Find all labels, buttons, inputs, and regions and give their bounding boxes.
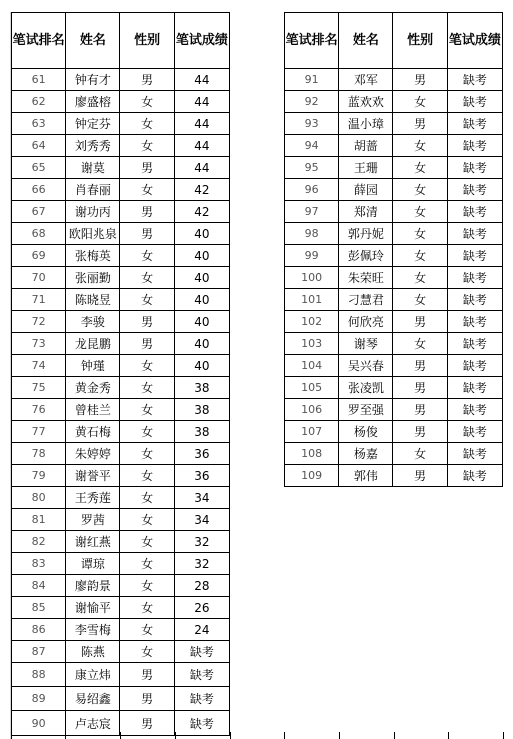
score-cell: 34	[174, 487, 229, 509]
name-cell: 张梅英	[66, 245, 120, 267]
rank-cell: 87	[12, 641, 66, 663]
score-cell: 44	[174, 113, 229, 135]
gender-cell: 男	[393, 311, 447, 333]
name-cell: 谭琼	[66, 553, 120, 575]
name-cell: 朱荣旺	[339, 267, 393, 289]
rank-cell: 63	[12, 113, 66, 135]
table-row	[285, 179, 503, 201]
score-cell: 42	[174, 179, 229, 201]
rank-cell: 61	[12, 69, 66, 91]
name-cell: 龙昆鹏	[66, 333, 120, 355]
score-cell: 缺考	[447, 333, 502, 355]
gender-cell: 女	[120, 619, 174, 641]
gender-cell: 女	[120, 641, 174, 663]
score-cell: 缺考	[447, 421, 502, 443]
name-cell: 彭佩玲	[339, 245, 393, 267]
score-cell: 32	[174, 531, 229, 553]
table-row	[12, 201, 230, 223]
table-row	[12, 687, 230, 711]
table-row	[12, 509, 230, 531]
rank-cell: 73	[12, 333, 66, 355]
table-row	[285, 333, 503, 355]
gender-cell: 女	[120, 91, 174, 113]
rank-cell: 102	[285, 311, 339, 333]
name-cell: 谢莫	[66, 157, 120, 179]
name-cell: 何欣亮	[339, 311, 393, 333]
gender-cell: 女	[120, 553, 174, 575]
score-cell: 40	[174, 311, 229, 333]
header-row	[285, 13, 503, 69]
name-cell: 曾桂兰	[66, 399, 120, 421]
table-row	[12, 91, 230, 113]
header-rank: 笔试排名	[12, 13, 66, 69]
name-cell: 杨嘉	[339, 443, 393, 465]
table-edge-stub	[503, 732, 504, 739]
gender-cell: 男	[120, 311, 174, 333]
rank-cell: 66	[12, 179, 66, 201]
score-cell: 40	[174, 333, 229, 355]
score-cell: 缺考	[447, 157, 502, 179]
name-cell: 胡蔷	[339, 135, 393, 157]
gender-cell: 女	[393, 201, 447, 223]
rank-cell: 91	[285, 69, 339, 91]
rank-cell: 62	[12, 91, 66, 113]
rank-cell: 93	[285, 113, 339, 135]
table-row	[285, 223, 503, 245]
name-cell: 吴兴春	[339, 355, 393, 377]
table-row	[12, 223, 230, 245]
rank-cell: 96	[285, 179, 339, 201]
header-row	[12, 13, 230, 69]
rank-cell: 103	[285, 333, 339, 355]
name-cell: 陈燕	[66, 641, 120, 663]
rank-cell: 81	[12, 509, 66, 531]
rank-cell: 109	[285, 465, 339, 487]
score-cell: 44	[174, 157, 229, 179]
rank-cell: 99	[285, 245, 339, 267]
gender-cell: 女	[120, 289, 174, 311]
gender-cell: 女	[120, 509, 174, 531]
score-cell: 40	[174, 245, 229, 267]
table-row	[285, 311, 503, 333]
name-cell: 卢志宸	[66, 711, 120, 736]
gender-cell: 男	[120, 663, 174, 687]
name-cell: 罗茜	[66, 509, 120, 531]
table-row	[285, 201, 503, 223]
rank-cell: 88	[12, 663, 66, 687]
name-cell: 李骏	[66, 311, 120, 333]
table-row	[285, 135, 503, 157]
name-cell: 郑清	[339, 201, 393, 223]
table-row	[12, 113, 230, 135]
table-row	[12, 157, 230, 179]
name-cell: 邓军	[339, 69, 393, 91]
score-cell: 38	[174, 421, 229, 443]
score-cell: 40	[174, 267, 229, 289]
name-cell: 谢誉平	[66, 465, 120, 487]
score-table-right	[284, 12, 503, 487]
gender-cell: 男	[120, 201, 174, 223]
gender-cell: 男	[120, 687, 174, 711]
score-cell: 缺考	[447, 465, 502, 487]
gender-cell: 女	[393, 135, 447, 157]
name-cell: 康立炜	[66, 663, 120, 687]
gender-cell: 男	[393, 399, 447, 421]
table-row	[12, 641, 230, 663]
table-row	[12, 267, 230, 289]
name-cell: 陈晓昱	[66, 289, 120, 311]
gender-cell: 女	[393, 289, 447, 311]
table-row	[12, 333, 230, 355]
score-cell: 38	[174, 399, 229, 421]
gender-cell: 女	[120, 575, 174, 597]
table-row	[12, 597, 230, 619]
gender-cell: 女	[120, 355, 174, 377]
name-cell: 刁慧君	[339, 289, 393, 311]
table-edge-stub	[11, 732, 12, 739]
score-cell: 缺考	[447, 355, 502, 377]
gender-cell: 女	[393, 179, 447, 201]
header-gender: 性别	[393, 13, 447, 69]
header-score: 笔试成绩	[447, 13, 502, 69]
gender-cell: 女	[120, 443, 174, 465]
rank-cell: 70	[12, 267, 66, 289]
name-cell: 郭丹妮	[339, 223, 393, 245]
rank-cell: 95	[285, 157, 339, 179]
name-cell: 廖盛榕	[66, 91, 120, 113]
score-cell: 34	[174, 509, 229, 531]
header-rank: 笔试排名	[285, 13, 339, 69]
rank-cell: 78	[12, 443, 66, 465]
rank-cell: 106	[285, 399, 339, 421]
table-row	[285, 113, 503, 135]
score-cell: 40	[174, 289, 229, 311]
gender-cell: 男	[120, 157, 174, 179]
gender-cell: 女	[393, 157, 447, 179]
name-cell: 刘秀秀	[66, 135, 120, 157]
score-cell: 28	[174, 575, 229, 597]
table-row	[12, 245, 230, 267]
rank-cell: 100	[285, 267, 339, 289]
gender-cell: 男	[393, 113, 447, 135]
table-row	[285, 355, 503, 377]
rank-cell: 80	[12, 487, 66, 509]
name-cell: 王珊	[339, 157, 393, 179]
table-row	[12, 311, 230, 333]
score-cell: 缺考	[174, 641, 229, 663]
rank-cell: 85	[12, 597, 66, 619]
gender-cell: 男	[393, 355, 447, 377]
name-cell: 谢愉平	[66, 597, 120, 619]
table-row	[285, 267, 503, 289]
table-row	[12, 179, 230, 201]
rank-cell: 71	[12, 289, 66, 311]
name-cell: 肖春丽	[66, 179, 120, 201]
gender-cell: 女	[120, 267, 174, 289]
rank-cell: 107	[285, 421, 339, 443]
name-cell: 谢琴	[339, 333, 393, 355]
table-row	[285, 443, 503, 465]
gridline-column	[0, 12, 11, 739]
gender-cell: 男	[393, 69, 447, 91]
score-cell: 缺考	[174, 711, 229, 736]
name-cell: 黄石梅	[66, 421, 120, 443]
gender-cell: 女	[120, 465, 174, 487]
name-cell: 张丽勤	[66, 267, 120, 289]
score-cell: 36	[174, 443, 229, 465]
rank-cell: 83	[12, 553, 66, 575]
name-cell: 薛园	[339, 179, 393, 201]
table-edge-stub	[230, 732, 231, 739]
name-cell: 郭伟	[339, 465, 393, 487]
table-row	[12, 443, 230, 465]
rank-cell: 108	[285, 443, 339, 465]
table-row	[12, 399, 230, 421]
name-cell: 温小璋	[339, 113, 393, 135]
rank-cell: 77	[12, 421, 66, 443]
score-cell: 缺考	[447, 91, 502, 113]
score-cell: 缺考	[447, 399, 502, 421]
name-cell: 张凌凯	[339, 377, 393, 399]
rank-cell: 72	[12, 311, 66, 333]
name-cell: 李雪梅	[66, 619, 120, 641]
rank-cell: 75	[12, 377, 66, 399]
table-row	[285, 69, 503, 91]
gender-cell: 女	[393, 245, 447, 267]
score-cell: 40	[174, 355, 229, 377]
gender-cell: 女	[120, 399, 174, 421]
score-cell: 缺考	[174, 663, 229, 687]
table-row	[12, 289, 230, 311]
table-row	[285, 465, 503, 487]
rank-cell: 65	[12, 157, 66, 179]
table-row	[285, 289, 503, 311]
rank-cell: 74	[12, 355, 66, 377]
rank-cell: 97	[285, 201, 339, 223]
name-cell: 王秀莲	[66, 487, 120, 509]
gender-cell: 女	[120, 135, 174, 157]
table-row	[285, 91, 503, 113]
gender-cell: 男	[393, 465, 447, 487]
table-row	[12, 135, 230, 157]
score-cell: 36	[174, 465, 229, 487]
table-row	[12, 531, 230, 553]
table-row	[285, 399, 503, 421]
gender-cell: 女	[120, 421, 174, 443]
gender-cell: 男	[393, 421, 447, 443]
gender-cell: 女	[393, 223, 447, 245]
gender-cell: 女	[393, 443, 447, 465]
rank-cell: 89	[12, 687, 66, 711]
gender-cell: 女	[393, 267, 447, 289]
score-cell: 24	[174, 619, 229, 641]
table-row	[12, 553, 230, 575]
table-row	[285, 245, 503, 267]
gender-cell: 女	[120, 531, 174, 553]
name-cell: 谢功丙	[66, 201, 120, 223]
name-cell: 谢红燕	[66, 531, 120, 553]
score-cell: 缺考	[447, 113, 502, 135]
score-cell: 缺考	[174, 687, 229, 711]
gender-cell: 女	[120, 245, 174, 267]
table-row	[12, 69, 230, 91]
rank-cell: 84	[12, 575, 66, 597]
table-row	[285, 421, 503, 443]
score-cell: 缺考	[447, 179, 502, 201]
gender-cell: 男	[120, 333, 174, 355]
rank-cell: 68	[12, 223, 66, 245]
score-cell: 42	[174, 201, 229, 223]
table-row	[12, 487, 230, 509]
gender-cell: 男	[120, 69, 174, 91]
table-edge-stub	[448, 732, 449, 739]
score-cell: 缺考	[447, 245, 502, 267]
score-cell: 40	[174, 223, 229, 245]
score-cell: 缺考	[447, 443, 502, 465]
score-cell: 26	[174, 597, 229, 619]
header-score: 笔试成绩	[174, 13, 229, 69]
name-cell: 易绍鑫	[66, 687, 120, 711]
rank-cell: 92	[285, 91, 339, 113]
name-cell: 欧阳兆泉	[66, 223, 120, 245]
gender-cell: 女	[120, 597, 174, 619]
table-edge-stub	[175, 732, 176, 739]
name-cell: 朱婷婷	[66, 443, 120, 465]
score-cell: 32	[174, 553, 229, 575]
table-edge-stub	[339, 732, 340, 739]
header-gender: 性别	[120, 13, 174, 69]
name-cell: 钟瑾	[66, 355, 120, 377]
gender-cell: 女	[120, 487, 174, 509]
score-cell: 缺考	[447, 135, 502, 157]
gender-cell: 男	[120, 223, 174, 245]
name-cell: 钟定芬	[66, 113, 120, 135]
gender-cell: 女	[120, 179, 174, 201]
score-cell: 44	[174, 69, 229, 91]
rank-cell: 94	[285, 135, 339, 157]
score-cell: 缺考	[447, 377, 502, 399]
rank-cell: 76	[12, 399, 66, 421]
rank-cell: 105	[285, 377, 339, 399]
table-edge-stub	[394, 732, 395, 739]
score-cell: 缺考	[447, 289, 502, 311]
rank-cell: 64	[12, 135, 66, 157]
table-edge-stub	[120, 732, 121, 739]
table-row	[12, 619, 230, 641]
score-table-left	[11, 12, 230, 736]
rank-cell: 79	[12, 465, 66, 487]
table-row	[12, 377, 230, 399]
score-cell: 缺考	[447, 311, 502, 333]
score-cell: 44	[174, 135, 229, 157]
table-row	[12, 663, 230, 687]
score-cell: 缺考	[447, 223, 502, 245]
rank-cell: 101	[285, 289, 339, 311]
gender-cell: 女	[393, 333, 447, 355]
rank-cell: 104	[285, 355, 339, 377]
rank-cell: 69	[12, 245, 66, 267]
header-name: 姓名	[339, 13, 393, 69]
gender-cell: 男	[120, 711, 174, 736]
table-row	[285, 377, 503, 399]
name-cell: 廖韵景	[66, 575, 120, 597]
rank-cell: 67	[12, 201, 66, 223]
name-cell: 罗至强	[339, 399, 393, 421]
score-cell: 44	[174, 91, 229, 113]
rank-cell: 86	[12, 619, 66, 641]
score-cell: 缺考	[447, 267, 502, 289]
gender-cell: 女	[120, 377, 174, 399]
table-row	[12, 355, 230, 377]
rank-cell: 82	[12, 531, 66, 553]
rank-cell: 90	[12, 711, 66, 736]
gender-cell: 女	[120, 113, 174, 135]
table-edge-stub	[65, 732, 66, 739]
table-row	[12, 575, 230, 597]
score-cell: 缺考	[447, 69, 502, 91]
header-name: 姓名	[66, 13, 120, 69]
name-cell: 杨俊	[339, 421, 393, 443]
table-row	[12, 421, 230, 443]
table-row	[12, 465, 230, 487]
table-edge-stub	[284, 732, 285, 739]
score-cell: 38	[174, 377, 229, 399]
table-row	[285, 157, 503, 179]
name-cell: 蓝欢欢	[339, 91, 393, 113]
name-cell: 黄金秀	[66, 377, 120, 399]
score-cell: 缺考	[447, 201, 502, 223]
name-cell: 钟有才	[66, 69, 120, 91]
rank-cell: 98	[285, 223, 339, 245]
gender-cell: 女	[393, 91, 447, 113]
gender-cell: 男	[393, 377, 447, 399]
